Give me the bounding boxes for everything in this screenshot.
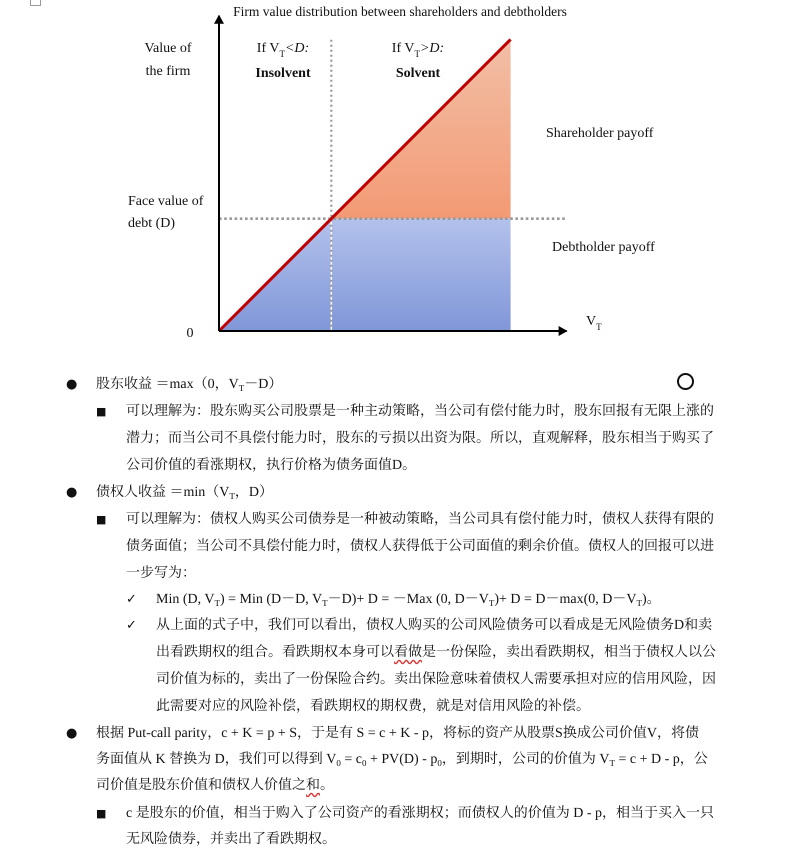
paragraph-line: 公司价值的看涨期权，执行价格为债务面值D。 <box>126 458 417 473</box>
formula-line: Min (D, $V_T$) = Min (D－D, $V_T-D)+ D = -Max$ (0, $D-V_T)+ D = D-\max(0$, $D-V_T$)。 <box>156 592 661 608</box>
x-axis-label: $V_T$ <box>586 314 602 332</box>
paragraph-line: 可以理解为：债权人购买公司债券是一种被动策略，当公司具有偿付能力时，债权人获得有限的 <box>126 512 714 527</box>
paragraph-line: 无风险债券，并卖出了看跌期权。 <box>126 832 336 847</box>
paragraph-line: c 是股东的价值，相当于购入了公司资产的看涨期权；而债权人的价值为 D - p，相当于买入一只 <box>126 806 714 821</box>
square-bullet-icon: ■ <box>96 807 107 820</box>
paragraph-line: 潜力；而当公司不具偿付能力时，股东的亏损以出资为限。所以，直观解释，股东相当于购买了 <box>126 431 714 446</box>
square-bullet-icon: ■ <box>96 405 107 418</box>
insolvent-label: Insolvent <box>255 66 311 81</box>
y-origin-tick-label: 0 <box>186 326 194 341</box>
square-bullet-icon: ■ <box>96 513 107 526</box>
paragraph-line: 司价值为标的，卖出了一份保险合约。卖出保险意味着债权人需要承担对应的信用风险，因 <box>156 672 716 687</box>
paragraph-line: 可以理解为：股东购买公司股票是一种主动策略，当公司有偿付能力时，股东回报有无限上涨的 <box>126 404 714 419</box>
paragraph-line: 债务面值；当公司不具偿付能力时，债权人获得低于公司面值的剩余价值。债权人的回报可以进 <box>126 539 714 554</box>
paragraph-line: 从上面的式子中，我们可以看出，债权人购买的公司风险债务可以看成是无风险债务D和卖 <box>156 618 713 633</box>
shareholder-payoff-label: Shareholder payoff <box>546 126 654 141</box>
paragraph-line: 务面值从 K 替换为 D，我们可以得到 $V_0 = c_0 + PV(D) - p_0$，到期时，公司的价值为 $V_T = c + D - p$，公 <box>96 752 708 768</box>
paragraph-line: 出看跌期权的组合。看跌期权本身可以看做是一份保险，卖出看跌期权，相当于债权人以公 <box>156 645 716 660</box>
bullet-icon: ● <box>66 485 78 500</box>
chart-title: Firm value distribution between shareholders and debtholders <box>233 4 567 19</box>
solvent-label: Solvent <box>395 66 441 81</box>
paragraph-line: 此需要对应的风险补偿，看跌期权的期权费，就是对信用风险的补偿。 <box>156 699 590 714</box>
paragraph-line: 司价值是股东价值和债权人价值之和。 <box>96 778 334 793</box>
shareholder-payoff-heading: 股东收益 ＝max（0，$V_T-D$） <box>96 377 283 393</box>
y-axis-label-line1: Value of <box>144 41 192 56</box>
checkmark-icon: ✓ <box>126 618 137 633</box>
paragraph-line: 根据 Put-call parity，c + K = p + S，于是有 S = c + K - p，将标的资产从股票S换成公司价值V，将债 <box>96 726 699 741</box>
checkmark-icon: ✓ <box>126 592 137 607</box>
face-value-label-line2: debt (D) <box>128 216 176 231</box>
debtholder-payoff-label: Debtholder payoff <box>552 240 655 255</box>
debtholder-payoff-heading: 债权人收益 $=\min(V_T$，D） <box>96 485 274 501</box>
debtholder-payoff-area <box>219 219 511 331</box>
y-axis-label-line2: the firm <box>145 64 191 79</box>
record-circle-icon <box>677 373 694 390</box>
bullet-icon: ● <box>66 377 78 392</box>
bullet-icon: ● <box>66 726 78 741</box>
paragraph-line: 一步写为： <box>126 566 196 581</box>
solvent-condition-label: If $V_T>D$: <box>391 41 445 59</box>
firm-value-chart <box>0 0 806 345</box>
insolvent-condition-label: If $V_T<D$: <box>256 41 310 59</box>
face-value-label-line1: Face value of <box>128 194 204 209</box>
